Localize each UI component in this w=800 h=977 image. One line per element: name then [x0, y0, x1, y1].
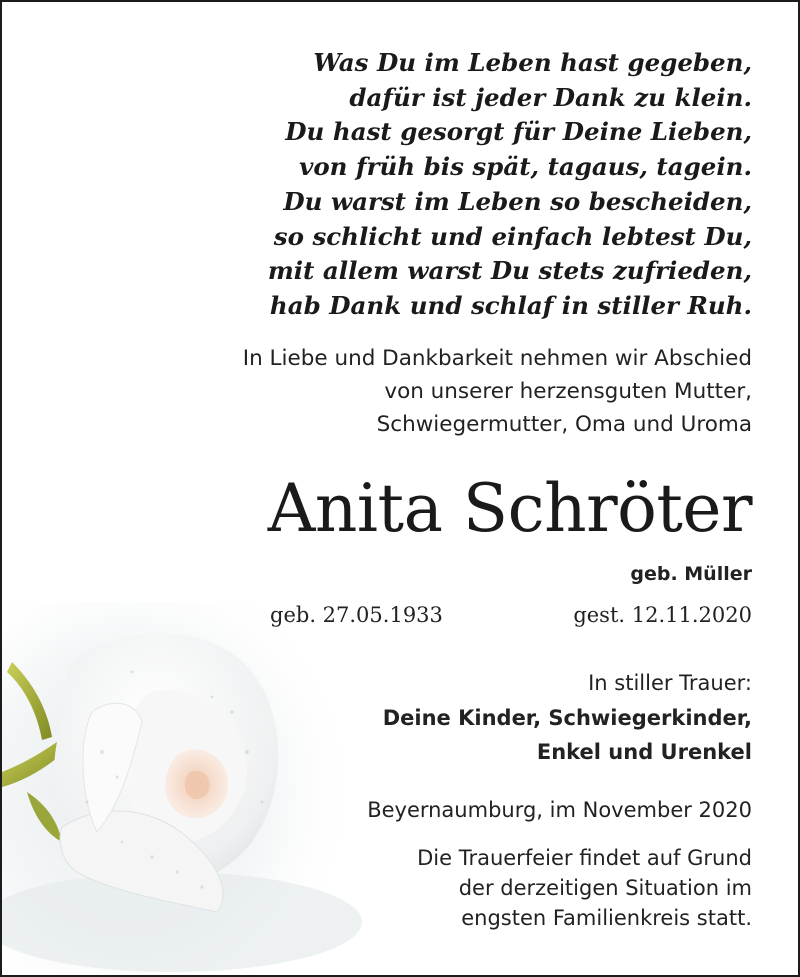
poem-line: Du hast gesorgt für Deine Lieben, [285, 117, 752, 147]
poem [268, 46, 752, 324]
white-rose-image [2, 602, 362, 977]
mourners-heading: In stiller Trauer: [588, 671, 752, 695]
birth-name: geb. Müller [630, 563, 752, 585]
life-dates [270, 598, 752, 632]
intro-line: von unserer herzensguten Mutter, [384, 379, 752, 404]
funeral-notice [417, 843, 752, 933]
death-date: gest. 12.11.2020 [573, 603, 752, 627]
intro-line: In Liebe und Dankbarkeit nehmen wir Abschied [242, 346, 752, 371]
notice-line: engsten Familienkreis statt. [461, 906, 752, 930]
farewell-intro [243, 342, 752, 441]
poem-line: mit allem warst Du stets zufrieden, [267, 256, 752, 286]
mourners-line: Enkel und Urenkel [536, 740, 752, 764]
poem-line: von früh bis spät, tagaus, tagein. [299, 152, 752, 182]
poem-line: hab Dank und schlaf in stiller Ruh. [269, 290, 752, 320]
poem-line: so schlicht und einfach lebtest Du, [273, 221, 752, 251]
mourners [383, 666, 752, 770]
poem-line: Was Du im Leben hast gegeben, [313, 48, 752, 77]
intro-line: Schwiegermutter, Oma und Uroma [376, 412, 752, 437]
notice-line: Die Trauerfeier findet auf Grund [417, 846, 752, 870]
notice-line: der derzeitigen Situation im [458, 876, 752, 900]
place-date: Beyernaumburg, im November 2020 [367, 798, 752, 822]
mourners-line: Deine Kinder, Schwiegerkinder, [382, 705, 752, 730]
deceased-name: Anita Schröter [267, 470, 752, 547]
poem-line: Du warst im Leben so bescheiden, [283, 186, 752, 216]
birth-date: geb. 27.05.1933 [270, 603, 443, 627]
poem-line: dafür ist jeder Dank zu klein. [349, 82, 752, 112]
